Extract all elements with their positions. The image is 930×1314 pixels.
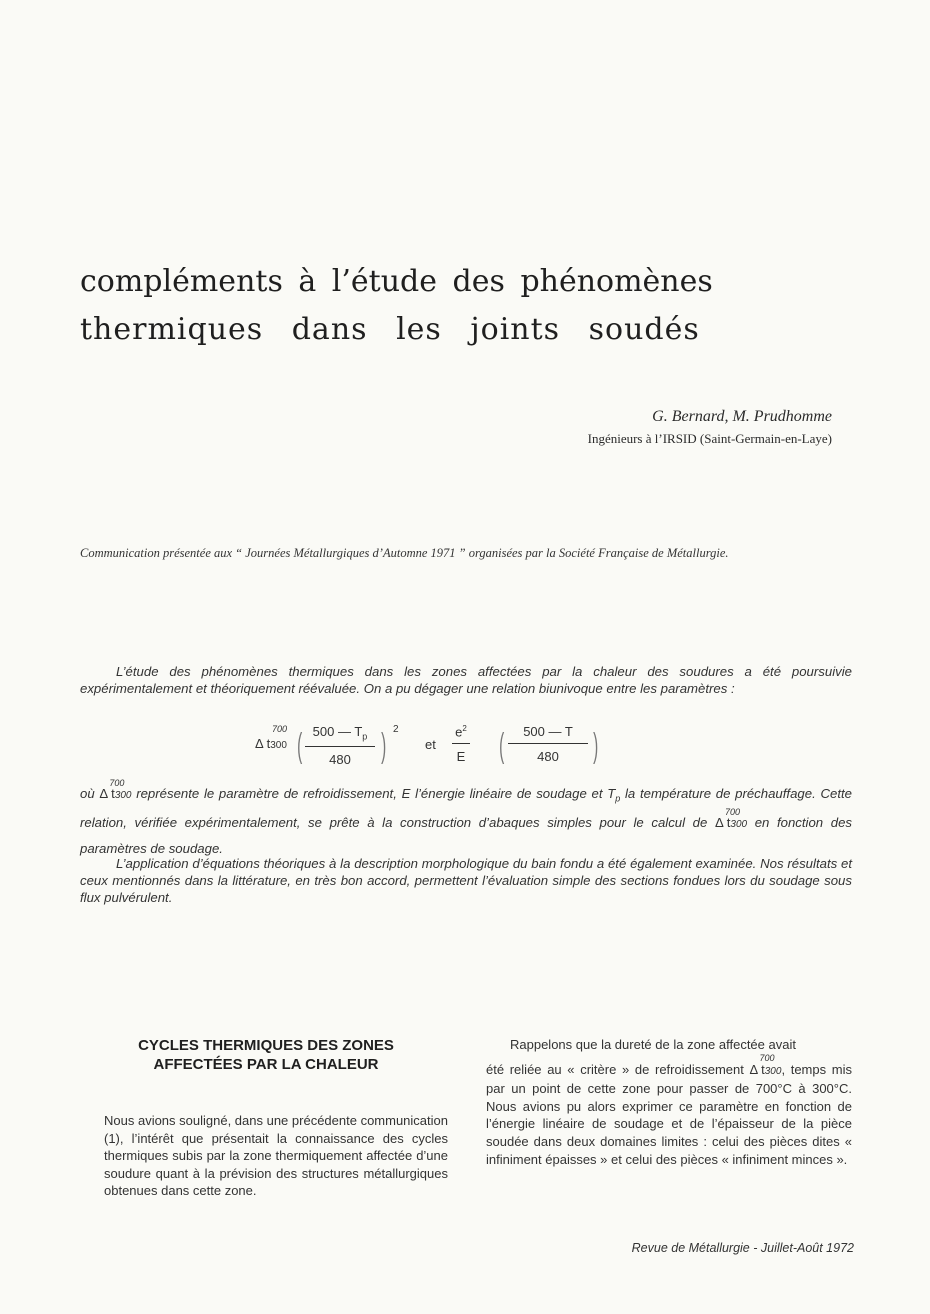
fraction-2-bar bbox=[452, 743, 470, 744]
num1-sub: p bbox=[362, 731, 368, 742]
abstract-paragraph-3: L’application d’équations théoriques à la description morphologique du bain fondu a été également examinée. Nos résultats et ceux mentionnés dans la littérature, en très bon accord, permettent l’évaluation simple des sections fondues lors du soudage sous flux pulvérulent. bbox=[80, 856, 852, 905]
communication-note: Communication présentée aux “ Journées Métallurgiques d’Automne 1971 ” organisées par la Société Française de Métallurgie. bbox=[80, 546, 729, 560]
left-paren-1: ( bbox=[297, 727, 303, 765]
right-part-b: , temps mis par un point de cette zone pour passer de 700°C à 300°C. Nous avions pu alors exprimer ce paramètre en fonction de l’énergie linéaire de soudage et de l’épaisseur de la pièce soudée dans deux domaines limites : celui des pièces dites « infiniment épaisses » et celui des pièces « infiniment minces ». bbox=[486, 1061, 852, 1167]
tp-sub: p bbox=[615, 793, 621, 804]
section-heading bbox=[80, 1036, 452, 1074]
abstract-paragraph-2 bbox=[80, 778, 853, 861]
delta-symbol: Δ bbox=[714, 814, 724, 830]
t-symbol: t bbox=[111, 786, 115, 801]
delta-symbol: Δ bbox=[99, 786, 108, 801]
p2-part-c: la température de préchauffage. Cette relation, vérifiée expérimentalement, se prête à la construction d’abaques simples pour le calcul de bbox=[80, 786, 852, 830]
fraction-1-bar bbox=[305, 746, 375, 747]
sub-300: 300 bbox=[114, 790, 132, 801]
fraction-3-numerator: 500 — T bbox=[523, 724, 573, 739]
delta-symbol: Δ bbox=[749, 1061, 758, 1077]
fraction-3-bar bbox=[508, 743, 588, 744]
authors: G. Bernard, M. Prudhomme bbox=[652, 408, 832, 425]
left-column-text: Nous avions souligné, dans une précédente communication (1), l’intérêt que présentait la connaissance des cycles thermiques subis par la zone thermiquement affectée d’une soudure quant à la prévision des structures métallurgiques obtenues dans cette zone. bbox=[104, 1113, 448, 1199]
sup-700: 700 bbox=[272, 724, 288, 734]
fraction-3-denominator: 480 bbox=[537, 749, 559, 764]
exponent-2: 2 bbox=[393, 724, 399, 735]
right-paren-1: ) bbox=[381, 727, 387, 765]
abstract-p1-text: L’étude des phénomènes thermiques dans les zones affectées par la chaleur des soudures a été poursuivie expérimentalement et théoriquement réévaluée. On a pu dégager une relation biunivoque entre les paramètres : bbox=[80, 664, 852, 696]
t-symbol: t bbox=[726, 814, 731, 830]
fraction-2-numerator bbox=[452, 724, 470, 739]
sup-700: 700 bbox=[759, 1052, 775, 1063]
delta-t-symbol-inline-1 bbox=[99, 778, 132, 808]
fraction-1 bbox=[305, 724, 375, 767]
p2-part-d: en fonction des paramètres de soudage. bbox=[80, 814, 853, 856]
delta-t-symbol-inline-3 bbox=[749, 1052, 782, 1081]
tp-symbol: T bbox=[607, 786, 616, 801]
title-line-2: thermiques dans les joints soudés bbox=[80, 312, 700, 347]
right-paren-3: ) bbox=[593, 727, 599, 765]
t-symbol: t bbox=[266, 736, 271, 751]
affiliation: Ingénieurs à l’IRSID (Saint-Germain-en-Laye) bbox=[587, 431, 832, 446]
num1-text: 500 — T bbox=[312, 724, 363, 739]
p2-part-a: où bbox=[80, 786, 95, 801]
journal-footer: Revue de Métallurgie - Juillet-Août 1972 bbox=[631, 1241, 854, 1255]
t-symbol: t bbox=[761, 1061, 765, 1077]
delta-t-symbol-inline-2 bbox=[714, 806, 748, 837]
article-title bbox=[80, 258, 840, 354]
left-paren-3: ( bbox=[499, 727, 505, 765]
heading-line-2: AFFECTÉES PAR LA CHALEUR bbox=[153, 1056, 379, 1073]
num2-sup: 2 bbox=[462, 724, 467, 733]
sub-300: 300 bbox=[270, 740, 287, 751]
right-part-a: été reliée au « critère » de refroidissement bbox=[486, 1061, 744, 1077]
p2-part-b: représente le paramètre de refroidissement, E l’énergie linéaire de soudage et bbox=[136, 786, 603, 801]
formula-delta-t bbox=[255, 724, 288, 751]
fraction-2-denominator: E bbox=[456, 749, 466, 765]
num2-text: e bbox=[455, 724, 463, 740]
formula-et: et bbox=[425, 737, 436, 752]
sub-300: 300 bbox=[764, 1065, 782, 1077]
sup-700: 700 bbox=[109, 778, 125, 788]
delta-symbol: Δ bbox=[255, 736, 263, 751]
fraction-2 bbox=[452, 724, 470, 764]
right-column-text bbox=[486, 1036, 852, 1168]
right-first-line: Rappelons que la dureté de la zone affectée avait bbox=[510, 1037, 796, 1052]
title-line-1: compléments à l’étude des phénomènes bbox=[80, 264, 713, 299]
sub-300: 300 bbox=[730, 818, 748, 830]
fraction-3 bbox=[508, 724, 588, 764]
formula bbox=[250, 722, 610, 772]
abstract-paragraph-1 bbox=[80, 663, 852, 697]
heading-line-1: CYCLES THERMIQUES DES ZONES bbox=[138, 1037, 394, 1054]
fraction-1-numerator bbox=[305, 724, 375, 742]
fraction-1-denominator: 480 bbox=[329, 751, 351, 767]
sup-700: 700 bbox=[724, 806, 740, 817]
